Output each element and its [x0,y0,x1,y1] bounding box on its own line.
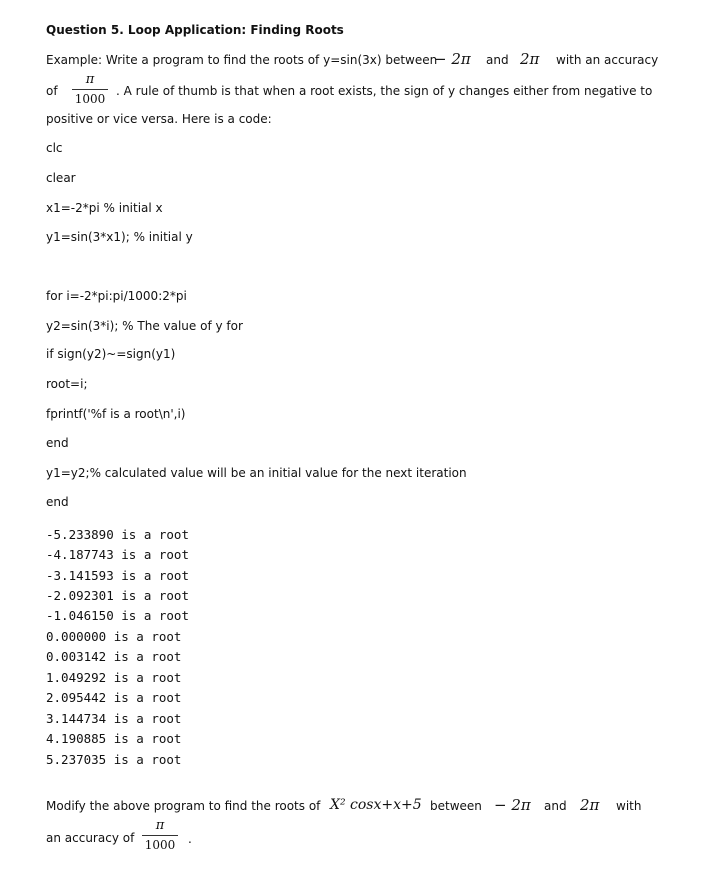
output-line: -3.141593 is a root [46,568,189,583]
of-text: of [46,84,58,98]
question-title: Question 5. Loop Application: Finding Roots [46,23,344,37]
rule-text: . A rule of thumb is that when a root exists, the sign of y changes either from negative to [116,84,653,98]
task-equation: X² cosx+x+5 [330,797,422,813]
code-line: if sign(y2)~=sign(y1) [46,347,176,361]
between-word: between [430,799,482,813]
code-line: y1=y2;% calculated value will be an initial value for the next iteration [46,466,467,480]
code-line: clear [46,171,76,185]
task-accuracy-fraction [142,818,178,853]
task-fraction-numerator: π [155,818,165,833]
range-high: 2π [520,50,540,68]
output-line: 3.144734 is a root [46,711,182,726]
code-line: for i=-2*pi:pi/1000:2*pi [46,289,187,303]
code-line: fprintf('%f is a root\n',i) [46,407,186,421]
output-line: 1.049292 is a root [46,670,182,685]
accuracy-text: with an accuracy [556,53,659,67]
range-low: − 2π [434,50,471,68]
output-line: 4.190885 is a root [46,731,182,746]
output-line: -5.233890 is a root [46,527,189,542]
fraction-denominator: 1000 [74,92,106,106]
code-line: root=i; [46,377,88,391]
output-line: -4.187743 is a root [46,547,189,562]
accuracy-fraction [72,72,108,107]
code-line: x1=-2*pi % initial x [46,201,163,215]
example-text: Example: Write a program to find the roots of y=sin(3x) between [46,53,438,67]
fraction-bar [72,89,108,90]
code-line: end [46,436,69,450]
code-line: clc [46,141,63,155]
output-line: 0.000000 is a root [46,629,182,644]
code-line: y1=sin(3*x1); % initial y [46,230,193,244]
and-word: and [486,53,509,67]
task-period: . [188,832,192,846]
task-and-word: and [544,799,567,813]
task-range-low: − 2π [494,796,531,814]
output-line: 0.003142 is a root [46,649,182,664]
with-word: with [616,799,642,813]
output-line: 5.237035 is a root [46,752,182,767]
code-line: end [46,495,69,509]
task-accuracy-text: an accuracy of [46,831,135,845]
output-line: -2.092301 is a root [46,588,189,603]
fraction-numerator: π [85,72,95,87]
output-line: 2.095442 is a root [46,690,182,705]
output-line: -1.046150 is a root [46,608,189,623]
task-fraction-bar [142,835,178,836]
rule-text-continued: positive or vice versa. Here is a code: [46,112,272,126]
task-range-high: 2π [580,796,600,814]
task-text: Modify the above program to find the roots of [46,799,321,813]
code-line: y2=sin(3*i); % The value of y for [46,319,243,333]
task-fraction-denominator: 1000 [144,838,176,852]
